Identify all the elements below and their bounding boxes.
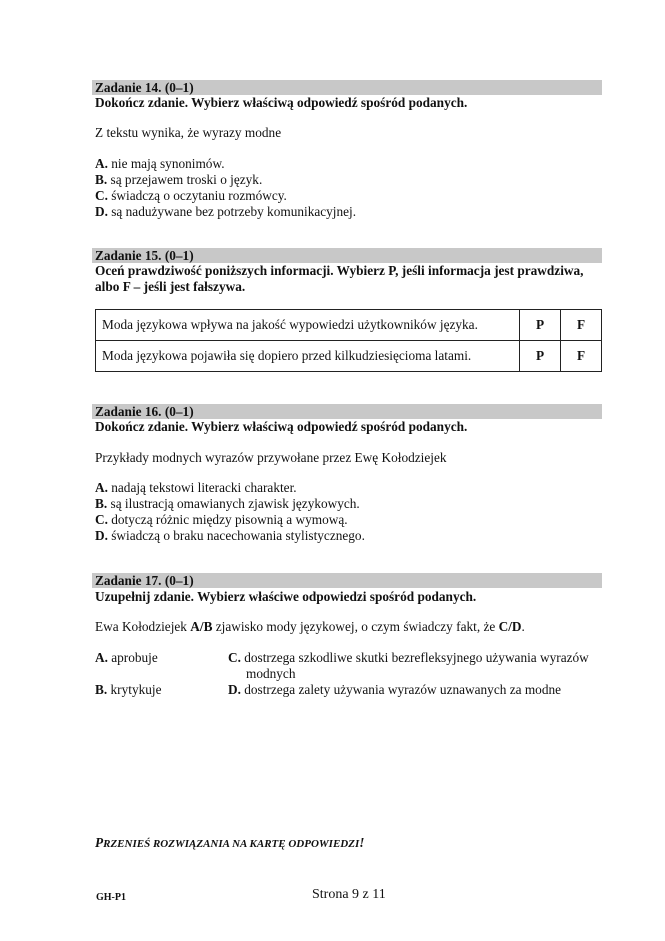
option-letter: B. (95, 496, 108, 511)
option-letter: A. (95, 480, 108, 495)
table-row (96, 341, 602, 372)
false-option[interactable]: F (561, 341, 602, 372)
option-text: są nadużywane bez potrzeby komunikacyjnej. (107, 204, 357, 219)
true-option[interactable]: P (520, 310, 561, 341)
task-16-instruction: Dokończ zdanie. Wybierz właściwą odpowiedź spośród podanych. (95, 419, 468, 434)
exam-code: GH-P1 (96, 892, 126, 903)
option-text: nie mają synonimów. (107, 156, 225, 171)
task-14-option-b[interactable] (95, 172, 262, 188)
task-17-option-b[interactable] (95, 682, 162, 698)
stem-text: Ewa Kołodziejek (95, 619, 191, 634)
option-text: krytykuje (107, 682, 162, 697)
option-text: są ilustracją omawianych zjawisk językowych. (107, 496, 360, 511)
option-letter: C. (95, 188, 108, 203)
task-17-stem (95, 619, 525, 635)
gap-cd: C/D (498, 619, 522, 634)
option-text: dostrzega szkodliwe skutki bezrefleksyjnego używania wyrazów (240, 650, 589, 665)
option-letter: C. (228, 650, 241, 665)
option-letter: B. (95, 682, 108, 697)
option-text: nadają tekstowi literacki charakter. (107, 480, 297, 495)
true-option[interactable]: P (520, 341, 561, 372)
option-letter: A. (95, 650, 108, 665)
task-16-stem: Przykłady modnych wyrazów przywołane przez Ewę Kołodziejek (95, 450, 447, 465)
task-14-option-d[interactable] (95, 204, 356, 220)
notice-initial: P (95, 835, 104, 850)
option-letter: B. (95, 172, 108, 187)
option-letter: D. (228, 682, 241, 697)
task-17-option-c[interactable] (228, 650, 589, 666)
task-16-option-a[interactable] (95, 480, 297, 496)
option-letter: D. (95, 204, 108, 219)
statement: Moda językowa wpływa na jakość wypowiedzi użytkowników języka. (96, 310, 520, 341)
task-17-instruction: Uzupełnij zdanie. Wybierz właściwe odpowiedzi spośród podanych. (95, 589, 477, 604)
false-option[interactable]: F (561, 310, 602, 341)
gap-ab: A/B (190, 619, 213, 634)
option-letter: A. (95, 156, 108, 171)
task-17-title: Zadanie 17. (0–1) (92, 573, 602, 588)
task-15-title: Zadanie 15. (0–1) (92, 248, 602, 263)
statement: Moda językowa pojawiła się dopiero przed kilkudziesięcioma latami. (96, 341, 520, 372)
option-text: dostrzega zalety używania wyrazów uznawanych za modne (240, 682, 562, 697)
task-14-instruction: Dokończ zdanie. Wybierz właściwą odpowiedź spośród podanych. (95, 95, 468, 110)
option-letter: C. (95, 512, 108, 527)
task-16-title: Zadanie 16. (0–1) (92, 404, 602, 419)
option-text: aprobuje (107, 650, 158, 665)
page-number: Strona 9 z 11 (312, 887, 386, 902)
task-14-stem: Z tekstu wynika, że wyrazy modne (95, 125, 282, 140)
task-16-option-d[interactable] (95, 528, 365, 544)
task-15-instruction-line1: Oceń prawdziwość poniższych informacji. Wybierz P, jeśli informacja jest prawdziwa, (95, 263, 584, 278)
table-row (96, 310, 602, 341)
option-letter: D. (95, 528, 108, 543)
task-15-instruction-line2: albo F – jeśli jest fałszywa. (95, 279, 246, 294)
option-text: są przejawem troski o język. (107, 172, 263, 187)
task-14-title: Zadanie 14. (0–1) (92, 80, 602, 95)
transfer-answers-notice (95, 835, 364, 852)
option-text: świadczą o oczytaniu rozmówcy. (107, 188, 287, 203)
option-text: świadczą o braku nacechowania stylistycznego. (107, 528, 365, 543)
task-17-option-c-continuation: modnych (246, 666, 296, 681)
task-17-option-d[interactable] (228, 682, 561, 698)
true-false-table (95, 309, 602, 372)
task-14-option-c[interactable] (95, 188, 287, 204)
task-16-option-b[interactable] (95, 496, 360, 512)
notice-end: ! (359, 835, 365, 850)
task-14-option-a[interactable] (95, 156, 225, 172)
stem-text: zjawisko mody językowej, o czym świadczy fakt, że (212, 619, 499, 634)
notice-text: RZENIEŚ ROZWIĄZANIA NA KARTĘ ODPOWIEDZI (103, 838, 360, 850)
task-17-option-a[interactable] (95, 650, 158, 666)
option-text: dotyczą różnic między pisownią a wymową. (107, 512, 348, 527)
stem-text: . (521, 619, 525, 634)
task-16-option-c[interactable] (95, 512, 348, 528)
